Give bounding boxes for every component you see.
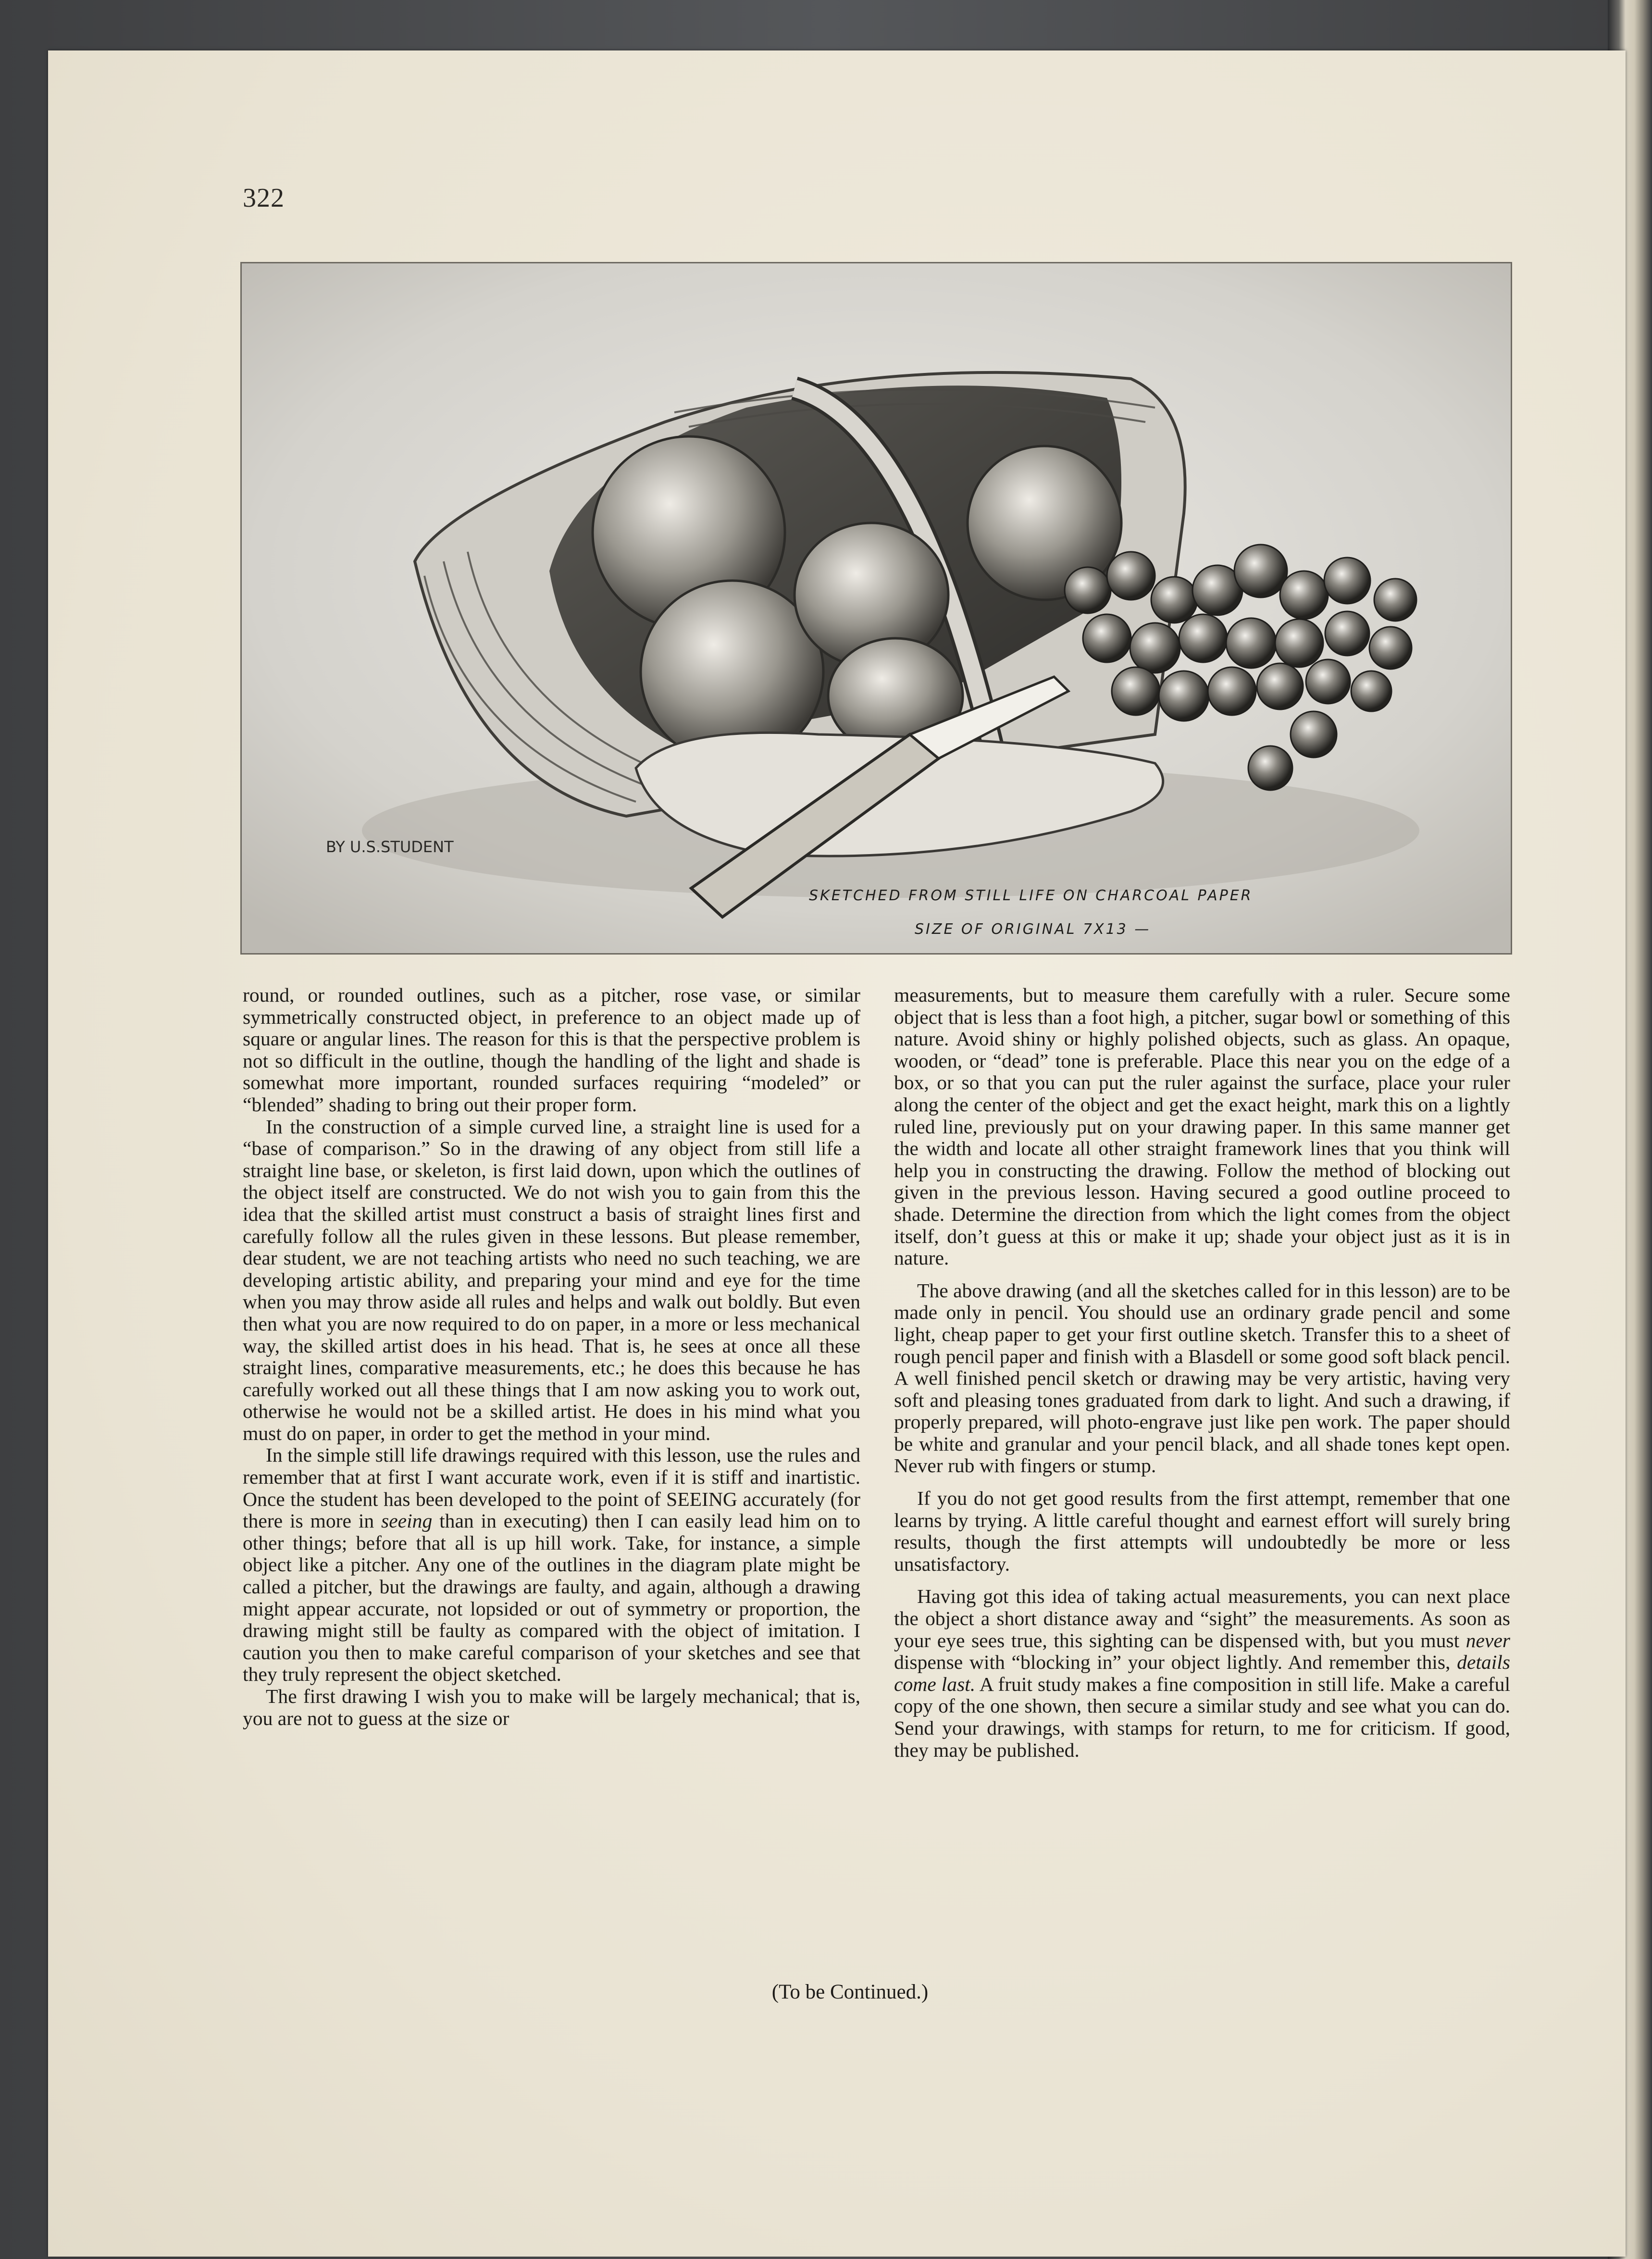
paragraph: If you do not get good results from the first attempt, remember that one learns by trying. A little careful thought and earnest effort will surely bring results, though the first attempts will undoubtedly be more or less unsatisfactory.: [894, 1487, 1510, 1575]
still-life-illustration: [240, 262, 1512, 955]
left-text-column: [243, 984, 860, 1729]
paragraph: Having got this idea of taking actual measurements, you can next place the object a short distance away and “sight” the measurements. As soon as your eye sees true, this sighting can be dispensed with, but you must never dispense with “blocking in” your object lightly. And remember this, details come last. A fruit study makes a fine composition in still life. Make a careful copy of the one shown, then secure a similar study and see what you can do. Send your drawings, with stamps for return, to me for criticism. If good, they may be published.: [894, 1585, 1510, 1761]
paragraph: The above drawing (and all the sketches called for in this lesson) are to be made only in pencil. You should use an ordinary grade pencil and some light, cheap paper to get your first outline sketch. Transfer this to a sheet of rough pencil paper and finish with a Blasdell or some good soft black pencil. A well finished pencil sketch or drawing may be very artistic, having very soft and pleasing tones graduated from dark to light. And such a drawing, if properly prepared, will photo-engrave just like pen work. The paper should be white and granular and your pencil black, and all shade tones kept open. Never rub with fingers or stump.: [894, 1279, 1510, 1477]
still-life-basket-fruit-knife-icon: [242, 263, 1511, 953]
figure-caption-line2: SIZE OF ORIGINAL 7X13 —: [915, 921, 1151, 938]
paragraph: In the simple still life drawings required with this lesson, use the rules and remember that at first I want accurate work, even if it is stiff and inartistic. Once the student has been developed to the point of SEEING accurately (for there is more in seeing than in executing) then I can easily lead him on to other things; before that all is up hill work. Take, for instance, a simple object like a pitcher. Any one of the outlines in the diagram plate might be called a pitcher, but the drawings are faulty, and again, although a drawing might appear accurate, not lopsided or out of symmetry or proportion, the drawing might still be faulty as compared with the object of imitation. I caution you then to make careful comparison of your sketches and see that they truly represent the object sketched.: [243, 1444, 860, 1686]
paragraph: The first drawing I wish you to make will be largely mechanical; that is, you are not to guess at the size or: [243, 1685, 860, 1729]
paragraph: In the construction of a simple curved line, a straight line is used for a “base of comparison.” So in the drawing of any object from still life a straight line base, or skeleton, is first laid down, upon which the outlines of the object itself are constructed. We do not wish you to gain from this the idea that the skilled artist must construct a basis of straight lines first and carefully follow all the rules given in these lessons. But please remember, dear student, we are not teaching artists who need no such teaching, we are developing artistic ability, and preparing your mind and eye for the time when you may throw aside all rules and helps and walk out boldly. But even then what you are now required to do on paper, in a more or less mechanical way, the skilled artist does in his head. That is, he sees at once all these straight lines, comparative measurements, etc.; he does this because he has carefully worked out all these things that I am now asking you to work out, otherwise he would not be a skilled artist. He does in his mind what you must do on paper, in order to get the method in your mind.: [243, 1115, 860, 1444]
paragraph: round, or rounded outlines, such as a pitcher, rose vase, or similar symmetrically constructed object, in preference to an object made up of square or angular lines. The reason for this is that the perspective problem is not so difficult in the outline, though the handling of the light and shade is somewhat more important, rounded surfaces requiring “modeled” or “blended” shading to bring out their proper form.: [243, 984, 860, 1116]
continued-note: (To be Continued.): [771, 1981, 929, 2003]
figure-caption-line1: SKETCHED FROM STILL LIFE ON CHARCOAL PAPER: [809, 887, 1253, 904]
figure-signature: BY U.S.STUDENT: [326, 838, 454, 856]
paragraph: measurements, but to measure them carefully with a ruler. Secure some object that is less than a foot high, a pitcher, sugar bowl or something of this nature. Avoid shiny or highly polished objects, such as glass. An opaque, wooden, or “dead” tone is preferable. Place this near you on the edge of a box, or so that you can put the ruler against the surface, place your ruler along the center of the object and get the exact height, mark this on a lightly ruled line, previously put on your drawing paper. In this same manner get the width and locate all other straight framework lines that you think will help you in constructing the drawing. Follow the method of blocking out given in the previous lesson. Having secured a good outline proceed to shade. Determine the direction from which the light comes from the object itself, don’t guess at this or make it up; shade your object just as it is in nature.: [894, 984, 1510, 1269]
page-number: 322: [243, 183, 285, 213]
right-text-column: [894, 984, 1510, 1761]
